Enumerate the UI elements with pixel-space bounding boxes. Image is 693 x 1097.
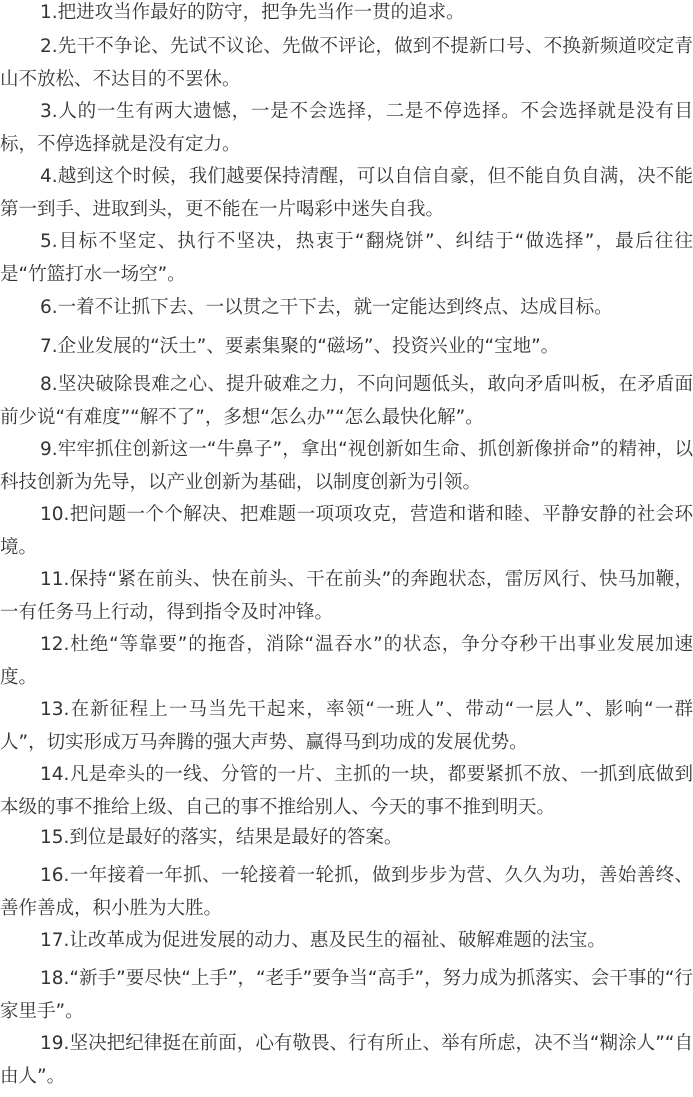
- paragraph-11: 11.保持“紧在前头、快在前头、干在前头”的奔跑状态，雷厉风行、快马加鞭，一有任务马上行动，得到指令及时冲锋。: [0, 569, 693, 623]
- paragraph-17: 17.让改革成为促进发展的动力、惠及民生的福祉、破解难题的法宝。: [40, 930, 606, 951]
- paragraph-3: 3.人的一生有两大遗憾，一是不会选择，二是不停选择。不会选择就是没有目标，不停选择就是没有定力。: [0, 101, 693, 155]
- paragraph-4: 4.越到这个时候，我们越要保持清醒，可以自信自豪，但不能自负自满，决不能第一到手、进取到头，更不能在一片喝彩中迷失自我。: [0, 166, 693, 220]
- paragraph-12: 12.杜绝“等靠要”的拖沓，消除“温吞水”的状态，争分夺秒干出事业发展加速度。: [0, 634, 693, 688]
- paragraph-1: 1.把进攻当作最好的防守，把争先当作一贯的追求。: [40, 2, 465, 23]
- paragraph-5: 5.目标不坚定、执行不坚决，热衷于“翻烧饼”、纠结于“做选择”，最后往往是“竹篮打水一场空”。: [0, 231, 693, 285]
- paragraph-19: 19.坚决把纪律挺在前面，心有敬畏、行有所止、举有所虑，决不当“糊涂人”“自由人”。: [0, 1033, 693, 1087]
- paragraph-2: 2.先干不争论、先试不议论、先做不评论，做到不提新口号、不换新频道咬定青山不放松、不达目的不罢休。: [0, 36, 693, 90]
- paragraph-14: 14.凡是牵头的一线、分管的一片、主抓的一块，都要紧抓不放、一抓到底做到本级的事不推给上级、自己的事不推给别人、今天的事不推到明天。: [0, 764, 693, 818]
- paragraph-6: 6.一着不让抓下去、一以贯之干下去，就一定能达到终点、达成目标。: [40, 297, 613, 318]
- paragraph-18: 18.“新手”要尽快“上手”，“老手”要争当“高手”，努力成为抓落实、会干事的“行家里手”。: [0, 968, 693, 1022]
- paragraph-15: 15.到位是最好的落实，结果是最好的答案。: [40, 827, 403, 848]
- paragraph-7: 7.企业发展的“沃土”、要素集聚的“磁场”、投资兴业的“宝地”。: [40, 336, 560, 357]
- paragraph-9: 9.牢牢抓住创新这一“牛鼻子”，拿出“视创新如生命、抓创新像拼命”的精神，以科技创新为先导，以产业创新为基础，以制度创新为引领。: [0, 439, 693, 493]
- paragraph-8: 8.坚决破除畏难之心、提升破难之力，不向问题低头，敢向矛盾叫板，在矛盾面前少说“有难度”“解不了”，多想“怎么办”“怎么最快化解”。: [0, 374, 693, 428]
- paragraph-16: 16.一年接着一年抓、一轮接着一轮抓，做到步步为营、久久为功，善始善终、善作善成，积小胜为大胜。: [0, 865, 693, 919]
- paragraph-10: 10.把问题一个个解决、把难题一项项攻克，营造和谐和睦、平静安静的社会环境。: [0, 504, 693, 558]
- paragraph-13: 13.在新征程上一马当先干起来，率领“一班人”、带动“一层人”、影响“一群人”，切实形成万马奔腾的强大声势、赢得马到功成的发展优势。: [0, 699, 693, 753]
